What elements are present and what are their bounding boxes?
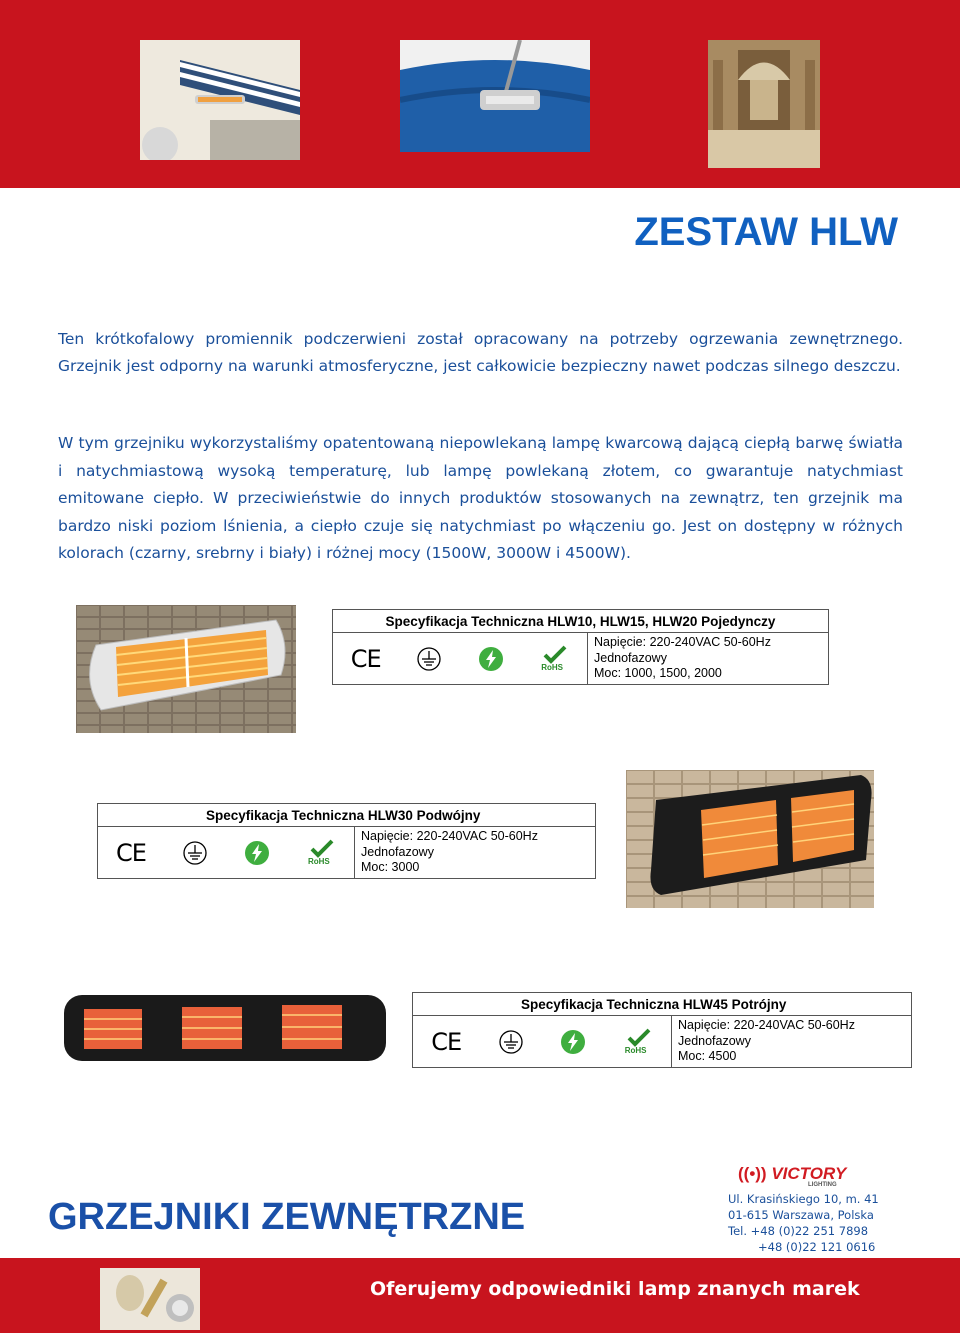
intro-paragraph-1: Ten krótkofalowy promiennik podczerwieni został opracowany na potrzeby ogrzewania zewnętrznego. Grzejnik jest odporny na warunki atmosferyczne, jest całkowicie bezpieczny nawet podczas silnego deszczu. — [58, 330, 903, 375]
ce-mark-icon: CE — [116, 838, 146, 867]
electrical-safety-icon — [478, 646, 504, 672]
address-city: 01-615 Warszawa, Polska — [728, 1208, 874, 1222]
hlw30-double-heater-photo — [626, 770, 874, 908]
spec-voltage: Napięcie: 220-240VAC 50-60Hz — [594, 635, 771, 650]
spec-table-hlw45 — [412, 992, 912, 1068]
spec-power: Moc: 3000 — [361, 860, 420, 875]
page-title: ZESTAW HLW — [634, 210, 898, 254]
footer-title: GRZEJNIKI ZEWNĘTRZNE — [48, 1196, 526, 1238]
address-phone-1: Tel. +48 (0)22 251 7898 — [728, 1224, 869, 1238]
ground-symbol-icon — [416, 646, 442, 672]
rohs-icon: RoHS — [306, 839, 336, 867]
rohs-icon: RoHS — [539, 645, 569, 673]
spec-phase: Jednofazowy — [594, 650, 667, 665]
signal-icon: ((•)) — [738, 1164, 767, 1183]
spec-phase: Jednofazowy — [678, 1033, 751, 1048]
rohs-icon: RoHS — [623, 1028, 653, 1056]
spec-voltage: Napięcie: 220-240VAC 50-60Hz — [361, 829, 538, 844]
footer-tagline: Oferujemy odpowiedniki lamp znanych marek — [370, 1278, 860, 1300]
spec-heading: Specyfikacja Techniczna HLW30 Podwójny — [98, 804, 596, 827]
spec-table-hlw-single — [332, 609, 829, 685]
spec-voltage: Napięcie: 220-240VAC 50-60Hz — [678, 1018, 855, 1033]
intro-paragraph-2: W tym grzejniku wykorzystaliśmy opatentowaną niepowlekaną lampę kwarcową dającą ciepłą barwę światła i natychmiastową wysoką temperaturę, lub lampę powlekaną złotem, co gwarantuje natychmiast emitowane ciepło. W przeciwieństwie do innych produktów stosowanych na zewnątrz, ten grzejnik ma bardzo niski poziom lśnienia, a ciepło czuje się natychmiast po włączeniu go. Jest on dostępny w różnych kolorach (czarny, srebrny i biały) i różnej mocy (1500W, 3000W i 4500W). — [58, 434, 903, 562]
electrical-safety-icon — [560, 1029, 586, 1055]
ground-symbol-icon — [182, 840, 208, 866]
spec-phase: Jednofazowy — [361, 844, 434, 859]
church-interior-photo — [708, 40, 820, 168]
tent-ceiling-heater-photo — [400, 40, 590, 152]
lamps-photo — [100, 1268, 200, 1330]
spec-heading: Specyfikacja Techniczna HLW45 Potrójny — [413, 993, 912, 1016]
building-awning-heater-photo — [140, 40, 300, 160]
spec-table-hlw30 — [97, 803, 596, 879]
ground-symbol-icon — [498, 1029, 524, 1055]
spec-power: Moc: 4500 — [678, 1049, 737, 1064]
hlw45-triple-heater-photo — [64, 993, 386, 1065]
address-street: Ul. Krasińskiego 10, m. 41 — [728, 1192, 879, 1206]
contact-address — [728, 1191, 888, 1255]
electrical-safety-icon — [244, 840, 270, 866]
hlw-single-heater-photo — [76, 605, 296, 733]
victory-logo: ((•)) VICTORY LIGHTING — [738, 1164, 847, 1188]
spec-heading: Specyfikacja Techniczna HLW10, HLW15, HLW20 Pojedynczy — [333, 610, 829, 633]
address-phone-2: +48 (0)22 121 0616 — [758, 1240, 876, 1254]
spec-power: Moc: 1000, 1500, 2000 — [594, 666, 722, 681]
ce-mark-icon: CE — [350, 644, 381, 673]
ce-mark-icon: CE — [431, 1027, 462, 1056]
